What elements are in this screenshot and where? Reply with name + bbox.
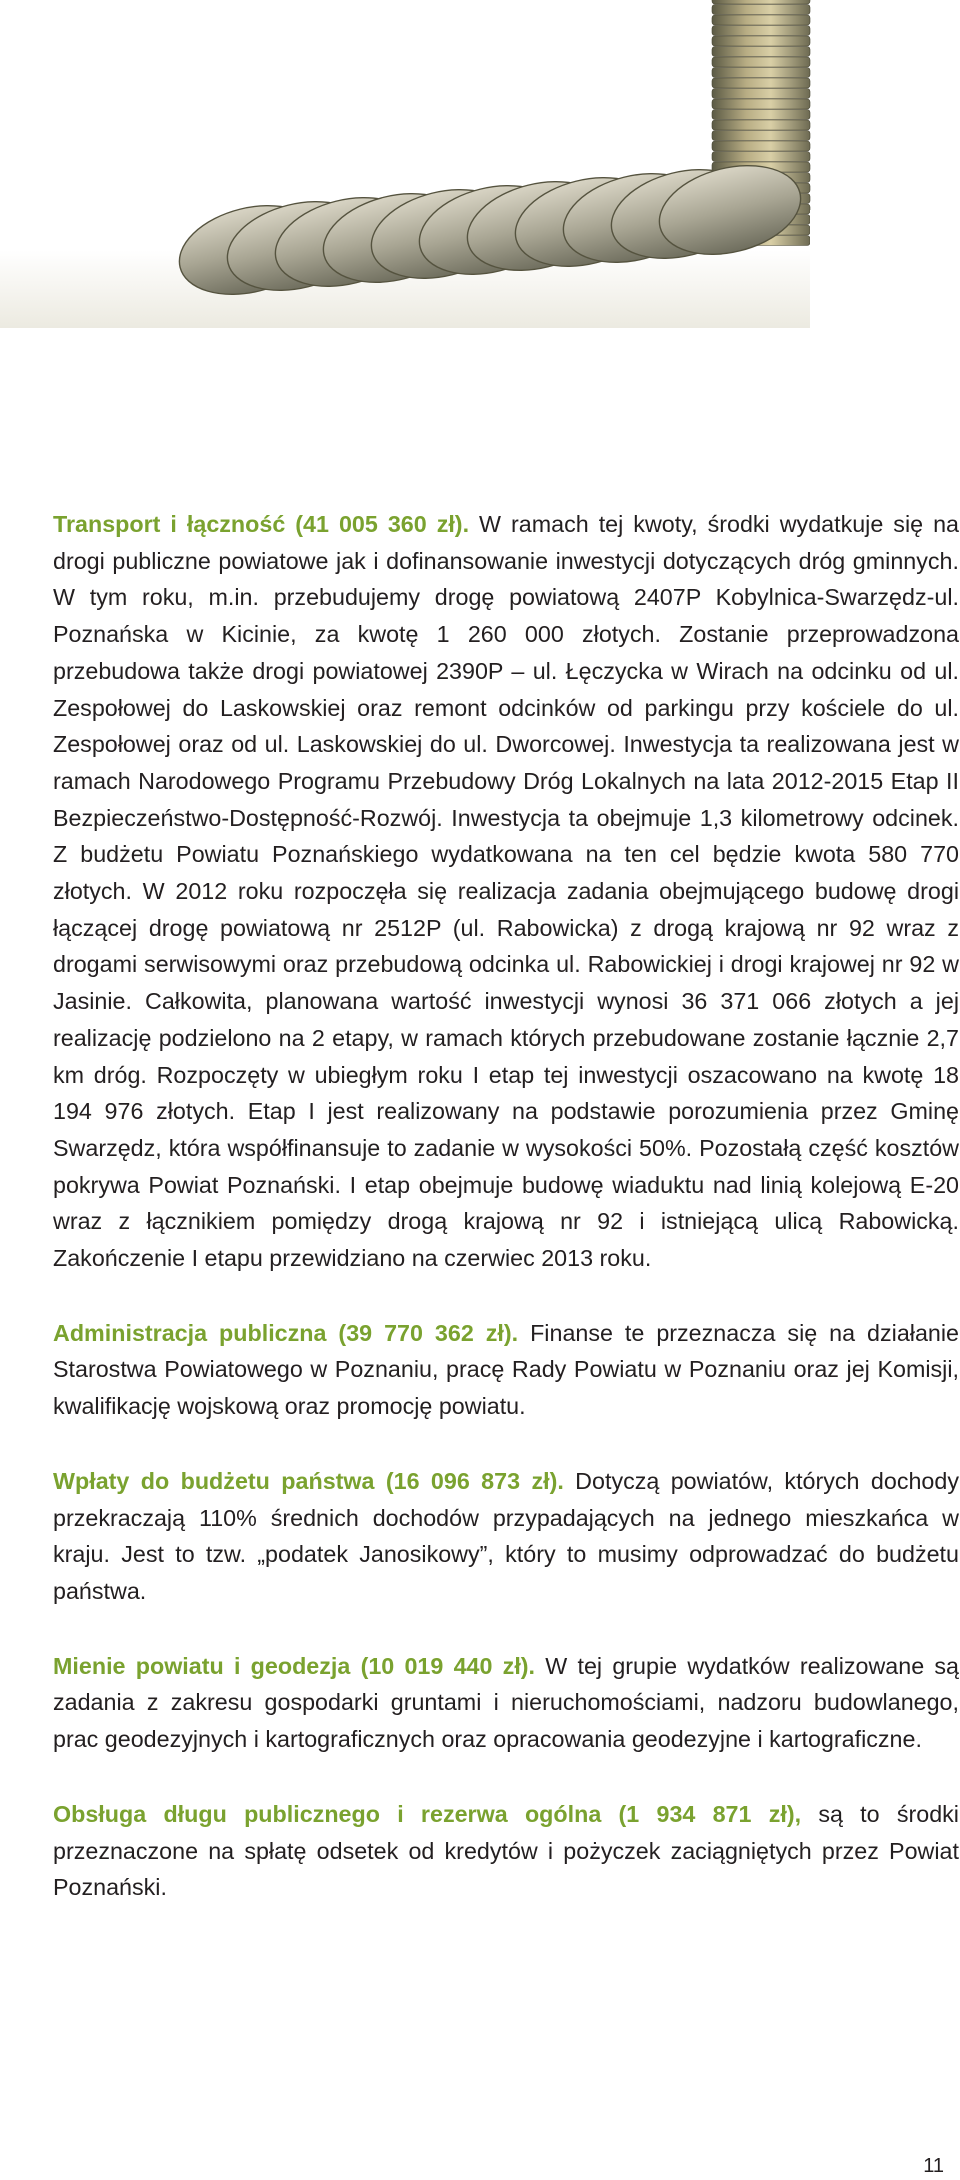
section-heading: Wpłaty do budżetu państwa (16 096 873 zł). [53, 1467, 564, 1494]
section-transport [53, 506, 959, 1277]
section-heading: Obsługa długu publicznego i rezerwa ogólna (1 934 871 zł), [53, 1800, 802, 1827]
section-state-budget-payments [53, 1463, 959, 1610]
section-text: Dotyczą powiatów, których dochody przekraczają 110% średnich dochodów przypadających na jednego mieszkańca w kraju. Jest to tzw. „podatek Janosikowy”, który to musimy odprowadzać do budżetu państwa. [53, 1467, 959, 1604]
section-property-geodesy [53, 1648, 959, 1758]
section-heading: Administracja publiczna (39 770 362 zł). [53, 1319, 519, 1346]
section-heading: Mienie powiatu i geodezja (10 019 440 zł). [53, 1652, 536, 1679]
section-public-debt [53, 1796, 959, 1906]
section-text: W tej grupie wydatków realizowane są zadania z zakresu gospodarki gruntami i nieruchomościami, nadzoru budowlanego, prac geodezyjnych i kartograficznych oraz opracowania geodezyjne i kartograficzne. [53, 1652, 960, 1753]
section-administration [53, 1315, 959, 1425]
section-text: Finanse te przeznacza się na działanie Starostwa Powiatowego w Poznaniu, pracę Rady Powiatu w Poznaniu oraz jej Komisji, kwalifikację wojskową oraz promocję powiatu. [53, 1319, 960, 1420]
section-heading: Transport i łączność (41 005 360 zł). [53, 511, 470, 537]
page-number: 11 [923, 2155, 944, 2177]
section-text: W ramach tej kwoty, środki wydatkuje się na drogi publiczne powiatowe jak i dofinansowanie inwestycji dotyczących dróg gminnych. W tym roku, m.in. przebudujemy drogę powiatową 2407P Kobylnica-Swarzędz-ul. Poznańska w Kicinie, za kwotę 1 260 000 złotych. Zostanie przeprowadzona przebudowa także drogi powiatowej 2390P – ul. Łęczycka w Wirach na odcinku od ul. Zespołowej do Laskowskiej oraz remont odcinków od parkingu przy kościele do ul. Zespołowej oraz od ul. Laskowskiej do ul. Dworcowej. Inwestycja ta realizowana jest w ramach Narodowego Programu Przebudowy Dróg Lokalnych na lata 2012-2015 Etap II Bezpieczeństwo-Dostępność-Rozwój. Inwestycja ta obejmuje 1,3 kilometrowy odcinek. Z budżetu Powiatu Poznańskiego wydatkowana na ten cel będzie kwota 580 770 złotych. W 2012 roku rozpoczęła się realizacja zadania obejmującego budowę drogi łączącej drogę powiatową nr 2512P (ul. Rabowicka) z drogą krajową nr 92 wraz z drogami serwisowymi oraz przebudową odcinka ul. Rabowickiej i drogi krajowej nr 92 w Jasinie. Całkowita, planowana wartość inwestycji wynosi 36 371 066 złotych a jej realizację podzielono na 2 etapy, w ramach których przebudowane zostanie łącznie 2,7 km dróg. Rozpoczęty w ubiegłym roku I etap tej inwestycji oszacowano na kwotę 18 194 976 złotych. Etap I jest realizowany na podstawie porozumienia przez Gminę Swarzędz, która współfinansuje to zadanie w wysokości 50%. Pozostałą część kosztów pokrywa Powiat Poznański. I etap obejmuje budowę wiaduktu nad linią kolejową E-20 wraz z łącznikiem pomiędzy drogą krajową nr 92 i istniejącą ulicą Rabowicką. Zakończenie I etapu przewidziano na czerwiec 2013 roku. [53, 511, 959, 1272]
page-content [53, 506, 959, 1944]
coins-photo [0, 0, 960, 332]
section-text: są to środki przeznaczone na spłatę odsetek od kredytów i pożyczek zaciągniętych przez Powiat Poznański. [53, 1800, 959, 1901]
